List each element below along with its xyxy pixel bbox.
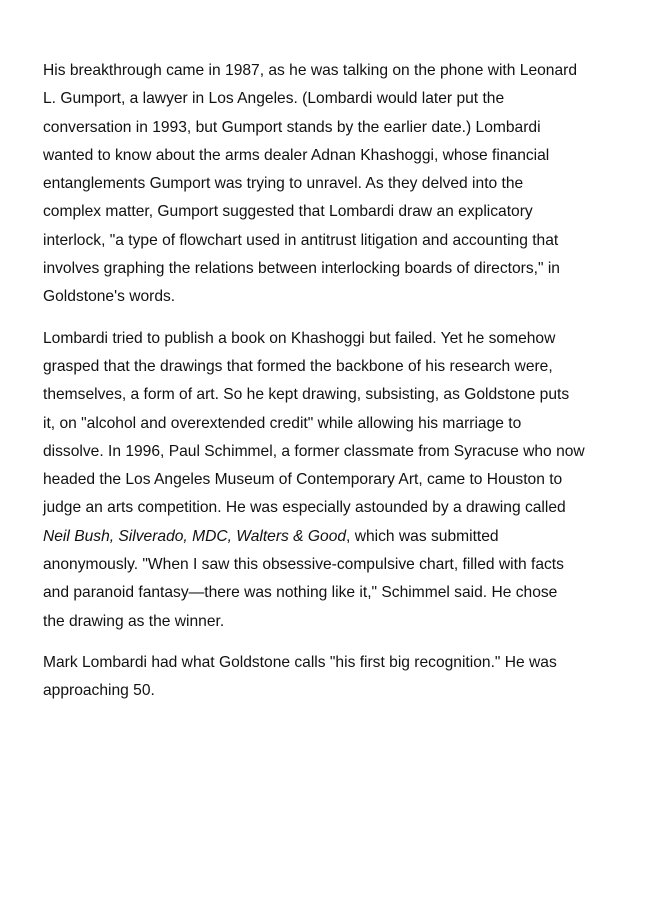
text-line: approaching 50. <box>43 682 155 700</box>
text-line: interlock, "a type of flowchart used in antitrust litigation and accounting that <box>43 231 559 249</box>
paragraph-3 <box>43 649 643 706</box>
text-line: judge an arts competition. He was especially astounded by a drawing called <box>43 499 566 517</box>
text-line: and paranoid fantasy—there was nothing like it," Schimmel said. He chose <box>43 584 558 602</box>
text-line: dissolve. In 1996, Paul Schimmel, a former classmate from Syracuse who now <box>43 442 585 460</box>
text-line: Mark Lombardi had what Goldstone calls "his first big recognition." He was <box>43 653 557 671</box>
text-line: Goldstone's words. <box>43 288 176 306</box>
text-line: conversation in 1993, but Gumport stands by the earlier date.) Lombardi <box>43 118 541 136</box>
text-line: headed the Los Angeles Museum of Contemporary Art, came to Houston to <box>43 471 563 489</box>
text-fragment: , which was submitted <box>346 527 499 545</box>
text-line: complex matter, Gumport suggested that Lombardi draw an explicatory <box>43 203 533 221</box>
text-line: the drawing as the winner. <box>43 612 225 630</box>
text-line: grasped that the drawings that formed the backbone of his research were, <box>43 357 553 375</box>
text-line: Lombardi tried to publish a book on Khashoggi but failed. Yet he somehow <box>43 329 556 347</box>
text-line: L. Gumport, a lawyer in Los Angeles. (Lombardi would later put the <box>43 90 505 108</box>
text-line: it, on "alcohol and overextended credit" while allowing his marriage to <box>43 414 522 432</box>
text-line: wanted to know about the arms dealer Adnan Khashoggi, whose financial <box>43 146 550 164</box>
text-line: His breakthrough came in 1987, as he was talking on the phone with Leonard <box>43 62 577 79</box>
artwork-title: Neil Bush, Silverado, MDC, Walters & Good <box>43 527 347 545</box>
text-line: involves graphing the relations between interlocking boards of directors," in <box>43 260 560 278</box>
text-line: anonymously. "When I saw this obsessive-compulsive chart, filled with facts <box>43 556 564 574</box>
paragraph-2 <box>43 325 643 636</box>
text-line-with-title <box>43 523 643 551</box>
paragraph-1 <box>43 57 643 312</box>
text-line: entanglements Gumport was trying to unravel. As they delved into the <box>43 175 524 193</box>
text-line: themselves, a form of art. So he kept drawing, subsisting, as Goldstone puts <box>43 386 570 404</box>
document-page <box>43 57 643 719</box>
